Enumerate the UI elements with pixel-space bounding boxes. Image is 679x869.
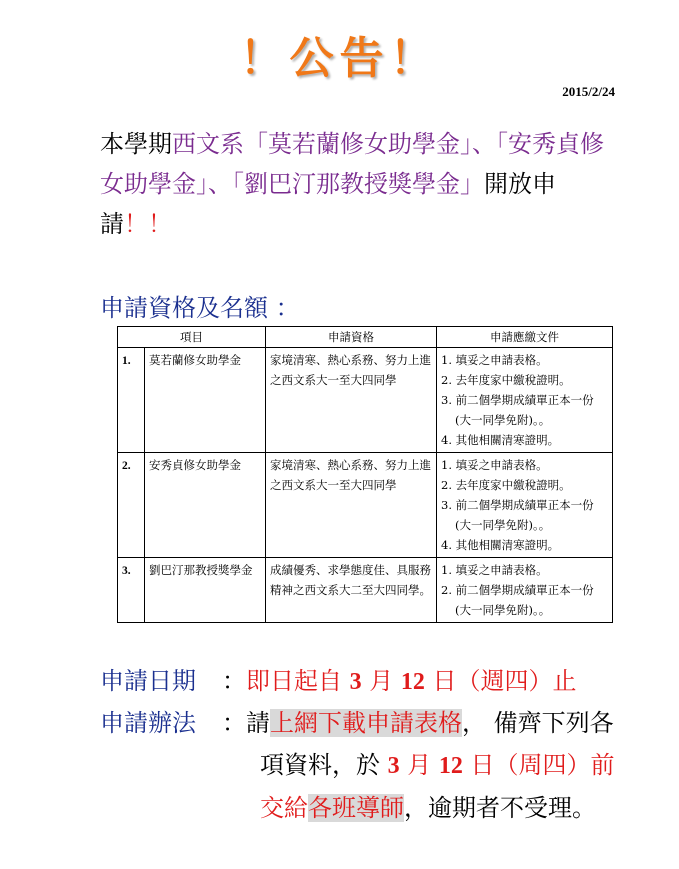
row-number: 1.: [118, 348, 145, 453]
deadline-text: 日（周四）前交給: [260, 751, 615, 822]
deadline-month: 3: [387, 753, 400, 779]
apply-date-block: [100, 660, 620, 703]
intro-text-open: 開放申請: [100, 170, 556, 238]
apply-date-label: 申請日期: [100, 667, 196, 695]
documents: [437, 558, 613, 623]
header-requirement: 申請資格: [266, 327, 437, 348]
class-advisor-text: 各班導師: [308, 794, 404, 822]
method-text: ， 備齊下列各項資料，於: [260, 709, 614, 779]
document-item: 2. 去年度家中繳稅證明。: [441, 478, 571, 492]
deadline-day: 12: [438, 753, 463, 779]
header-documents: 申請應繳文件: [437, 327, 613, 348]
document-item: 4. 其他相關清寒證明。: [441, 538, 560, 552]
intro-text: 本學期: [100, 130, 172, 158]
scholarship-name: 莫若蘭修女助學金: [145, 348, 266, 453]
document-item: 1. 填妥之申請表格。: [441, 563, 548, 577]
table-row: [118, 453, 613, 558]
documents: [437, 348, 613, 453]
scholarship-names: 西文系「莫若蘭修女助學金」、「安秀貞修女助學金」、「劉巴汀那教授獎學金」: [100, 130, 604, 198]
colon: ：: [222, 709, 246, 737]
document-item: 3. 前二個學期成績單正本一份(大一同學免附)。。: [441, 498, 594, 532]
row-number: 3.: [118, 558, 145, 623]
document-item: 4. 其他相關清寒證明。: [441, 433, 560, 447]
row-number: 2.: [118, 453, 145, 558]
header-item: 項目: [118, 327, 266, 348]
document-item: 2. 去年度家中繳稅證明。: [441, 373, 571, 387]
document-item: 1. 填妥之申請表格。: [441, 458, 548, 472]
requirement: 成績優秀、求學態度佳、具服務精神之西文系大二至大四同學。: [266, 558, 437, 623]
eligibility-table: [117, 326, 613, 623]
document-item: 1. 填妥之申請表格。: [441, 353, 548, 367]
requirement: 家境清寒、熱心系務、努力上進之西文系大一至大四同學: [266, 453, 437, 558]
table-row: [118, 348, 613, 453]
page-title: ！公告！: [239, 33, 440, 84]
apply-date-text: 即日起自 3 月 12 日（週四）止: [246, 667, 577, 695]
document-item: 2. 前二個學期成績單正本一份(大一同學免附)。。: [441, 583, 594, 617]
document-item: 3. 前二個學期成績單正本一份(大一同學免附)。。: [441, 393, 594, 427]
intro-paragraph: [100, 124, 620, 244]
table-header-row: [118, 327, 613, 348]
colon: ：: [222, 667, 246, 695]
scholarship-name: 劉巴汀那教授獎學金: [145, 558, 266, 623]
apply-method-label: 申請辦法: [100, 709, 196, 737]
section-title: 申請資格及名額 ：: [100, 294, 300, 322]
method-text: 請: [246, 709, 270, 737]
announcement-date: 2015/2/24: [562, 84, 615, 99]
table-row: [118, 558, 613, 623]
method-text-end: ，逾期者不受理。: [404, 794, 596, 822]
documents: [437, 453, 613, 558]
requirement: 家境清寒、熱心系務、努力上進之西文系大一至大四同學: [266, 348, 437, 453]
apply-method-block: [100, 702, 620, 829]
scholarship-name: 安秀貞修女助學金: [145, 453, 266, 558]
download-form-text: 上網下載申請表格: [270, 709, 462, 737]
deadline-text: 月: [399, 751, 439, 779]
exclamation: ！！: [124, 210, 172, 238]
